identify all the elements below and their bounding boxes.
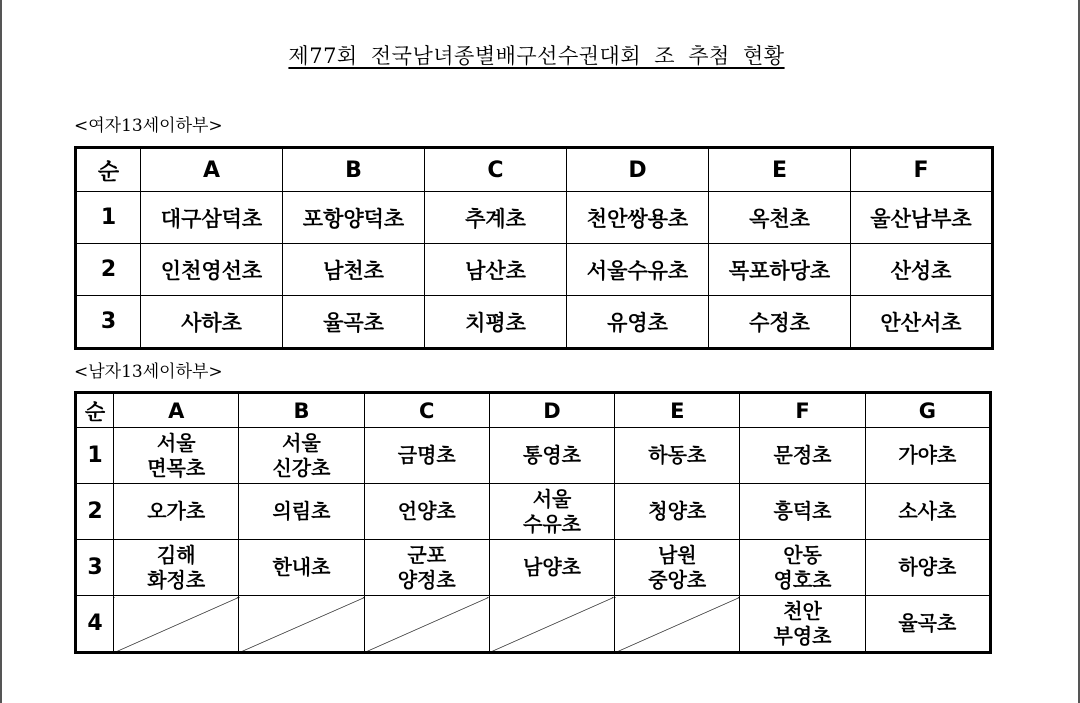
school-cell (489, 540, 614, 596)
empty-slot-cell (114, 596, 239, 653)
document-title: 제77회 전국남녀종별배구선수권대회 조 추첨 현황 (288, 44, 785, 68)
school-cell: 수정초 (709, 296, 851, 349)
group-header: D (567, 148, 709, 192)
page-border-left (0, 0, 2, 703)
school-cell: 목포하당초 (709, 244, 851, 296)
school-cell (615, 428, 740, 484)
table-row (76, 484, 991, 540)
corner-header: 순 (76, 393, 114, 428)
table-header-row (76, 393, 991, 428)
school-cell: 서울수유초 (567, 244, 709, 296)
school-line: 한내초 (272, 555, 331, 579)
school-cell: 유영초 (567, 296, 709, 349)
school-line: 서울 (282, 430, 321, 455)
school-line: 김해 (156, 542, 196, 567)
school-cell (114, 540, 239, 596)
school-line: 언양초 (397, 499, 456, 523)
school-cell: 대구삼덕초 (141, 192, 283, 244)
table-row (76, 596, 991, 653)
school-line: 하동초 (648, 443, 707, 467)
school-cell: 사하초 (141, 296, 283, 349)
school-cell (489, 428, 614, 484)
school-cell (740, 428, 865, 484)
school-cell: 울산남부초 (851, 192, 993, 244)
school-line: 화정초 (147, 567, 206, 592)
school-cell (489, 484, 614, 540)
school-cell: 포항양덕초 (283, 192, 425, 244)
school-line: 안동 (783, 542, 822, 567)
school-line: 면목초 (147, 455, 206, 480)
school-line: 양정초 (397, 567, 456, 592)
school-line: 천안 (783, 598, 822, 623)
row-number: 2 (76, 484, 114, 540)
school-line: 신강초 (272, 455, 331, 480)
school-cell (239, 540, 364, 596)
row-number: 3 (76, 296, 141, 349)
school-cell (615, 484, 740, 540)
table-row (76, 244, 993, 296)
school-line: 하양초 (898, 555, 957, 579)
school-cell (239, 428, 364, 484)
school-cell: 인천영선초 (141, 244, 283, 296)
school-cell (239, 484, 364, 540)
school-cell: 남산초 (425, 244, 567, 296)
group-header: F (740, 393, 865, 428)
boys-draw-table (74, 391, 992, 654)
school-cell (114, 484, 239, 540)
row-number: 4 (76, 596, 114, 653)
school-cell (364, 428, 489, 484)
school-line: 중앙초 (648, 567, 707, 592)
table-row (76, 540, 991, 596)
school-line: 소사초 (898, 499, 957, 523)
row-number: 2 (76, 244, 141, 296)
empty-slot-cell (364, 596, 489, 653)
school-line: 부영초 (773, 623, 832, 648)
school-line: 서울 (156, 430, 196, 455)
school-cell (865, 540, 990, 596)
group-header: B (283, 148, 425, 192)
school-line: 의림초 (272, 499, 331, 523)
school-line: 군포 (407, 542, 447, 567)
school-line: 남양초 (523, 555, 581, 579)
school-cell (364, 540, 489, 596)
school-line: 통영초 (523, 443, 581, 467)
school-line: 남원 (657, 542, 697, 567)
row-number: 1 (76, 428, 114, 484)
table-row (76, 296, 993, 349)
school-cell (865, 428, 990, 484)
school-line: 영호초 (773, 567, 832, 592)
school-line: 수유초 (523, 511, 581, 536)
school-line: 청양초 (648, 499, 707, 523)
school-cell (865, 484, 990, 540)
corner-header: 순 (76, 148, 141, 192)
group-header: A (141, 148, 283, 192)
school-line: 가야초 (898, 443, 957, 467)
group-header: B (239, 393, 364, 428)
group-header: C (364, 393, 489, 428)
group-header: C (425, 148, 567, 192)
school-cell (865, 596, 990, 653)
section-label-girls: <여자13세이하부> (74, 116, 223, 136)
table-row (76, 192, 993, 244)
school-cell (114, 428, 239, 484)
group-header: F (851, 148, 993, 192)
table-row (76, 428, 991, 484)
group-header: G (865, 393, 990, 428)
school-line: 금명초 (397, 443, 456, 467)
school-cell (615, 540, 740, 596)
school-line: 문정초 (773, 443, 832, 467)
school-line: 흥덕초 (773, 499, 832, 523)
row-number: 1 (76, 192, 141, 244)
group-header: E (709, 148, 851, 192)
school-cell (740, 596, 865, 653)
section-label-boys: <남자13세이하부> (74, 362, 223, 382)
school-cell: 안산서초 (851, 296, 993, 349)
row-number: 3 (76, 540, 114, 596)
school-cell (740, 484, 865, 540)
school-cell: 남천초 (283, 244, 425, 296)
empty-slot-cell (615, 596, 740, 653)
school-cell: 치평초 (425, 296, 567, 349)
school-line: 율곡초 (898, 611, 957, 635)
school-cell: 율곡초 (283, 296, 425, 349)
group-header: A (114, 393, 239, 428)
school-cell: 추계초 (425, 192, 567, 244)
school-line: 오가초 (147, 499, 206, 523)
school-cell: 산성초 (851, 244, 993, 296)
school-cell (740, 540, 865, 596)
group-header: D (489, 393, 614, 428)
school-cell: 천안쌍용초 (567, 192, 709, 244)
girls-draw-table (74, 146, 994, 350)
group-header: E (615, 393, 740, 428)
empty-slot-cell (489, 596, 614, 653)
empty-slot-cell (239, 596, 364, 653)
school-cell: 옥천초 (709, 192, 851, 244)
table-header-row (76, 148, 993, 192)
school-cell (364, 484, 489, 540)
school-line: 서울 (532, 486, 572, 511)
